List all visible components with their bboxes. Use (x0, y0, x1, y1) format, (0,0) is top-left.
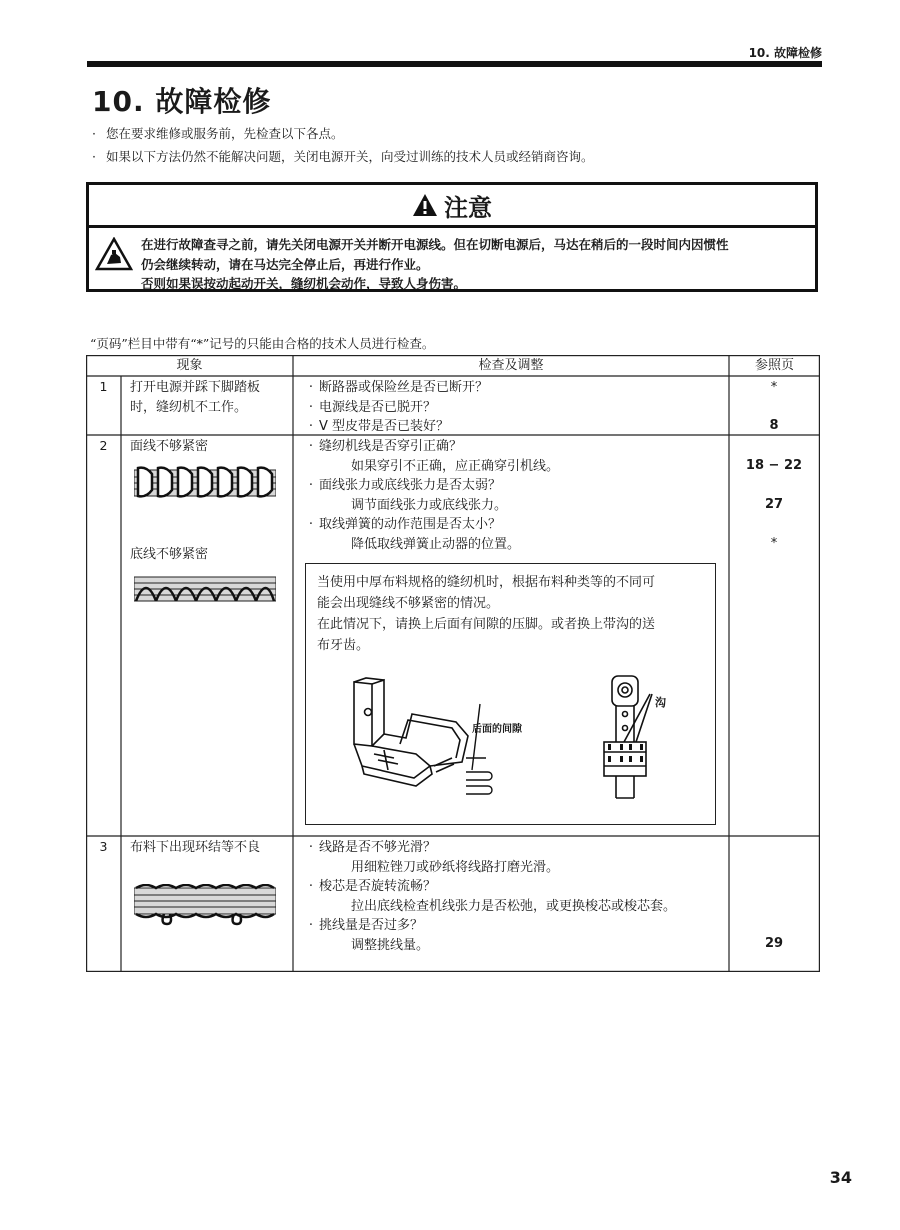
loose-lower-thread-illustration (134, 574, 276, 604)
feed-dog-illustration (596, 672, 676, 802)
loose-upper-thread-illustration (134, 466, 276, 500)
page-number: 34 (829, 1168, 852, 1187)
row2-action-1: 如果穿引不正确，应正确穿引机线。 (351, 458, 560, 474)
intro-text-2: 如果以下方法仍然不能解决问题，关闭电源开关，向受过训练的技术人员或经销商咨询。 (106, 149, 594, 164)
caution-header (89, 185, 815, 228)
caution-body (141, 235, 809, 294)
row2-symptom-top: 面线不够紧密 (130, 439, 209, 454)
intro-line-2: · 如果以下方法仍然不能解决问题，关闭电源开关，向受过训练的技术人员或经销商咨询。 (92, 149, 594, 164)
row2-check-2: · 面线张力或底线张力是否太弱？ (308, 478, 502, 493)
hand-caution-icon (95, 237, 133, 271)
row2-ref-3: * (770, 536, 778, 551)
row2-note-box (305, 563, 716, 825)
warning-triangle-icon (412, 193, 438, 217)
note-line-1: 当使用中厚布料规格的缝纫机时，根据布料种类等的不同可 (317, 575, 656, 590)
row2-ref-1: 18 − 22 (745, 458, 803, 473)
intro-text-1: 您在要求维修或服务前，先检查以下各点。 (106, 126, 344, 141)
caution-line-1: 在进行故障查寻之前，请先关闭电源开关并断开电源线。但在切断电源后，马达在稍后的一段时间内因惯性 (141, 237, 729, 252)
asterisk-note: “页码”栏目中带有“*”记号的只能由合格的技术人员进行检查。 (90, 336, 435, 351)
row1-symptom-line2: 时，缝纫机不工作。 (130, 399, 248, 415)
row2-ref-2: 27 (764, 497, 784, 512)
header-check-adjust: 检查及调整 (478, 358, 544, 373)
row1-number: 1 (99, 379, 108, 394)
row1-checks (303, 378, 488, 437)
thread-loop-illustration (134, 884, 276, 926)
row1-check-1: · 断路器或保险丝是否已断开？ (308, 380, 489, 395)
presser-foot-illustration (344, 674, 524, 814)
header-rule (87, 61, 822, 67)
note-line-2: 能会出现缝线不够紧密的情况。 (317, 596, 500, 611)
label-groove: 沟 (655, 696, 666, 709)
caution-title: 注意 (444, 193, 492, 222)
row3-number: 3 (99, 839, 108, 854)
header-reference-page: 参照页 (754, 358, 794, 373)
row1-symptom-line1: 打开电源并踩下脚踏板 (130, 380, 261, 395)
row1-ref-1: * (770, 380, 778, 395)
label-rear-gap: 后面的间隙 (472, 724, 522, 735)
row1-check-2: · 电源线是否已脱开？ (308, 399, 437, 415)
row2-checks (303, 437, 559, 554)
row3-action-2: 拉出底线检查机线张力是否松弛，或更换梭芯或梭芯套。 (351, 898, 677, 914)
caution-line-2: 仍会继续转动，请在马达完全停止后，再进行作业。 (141, 256, 429, 272)
row3-check-1: · 线路是否不够光滑？ (308, 840, 437, 855)
caution-line-3: 否则如果误按动起动开关，缝纫机会动作，导致人身伤害。 (141, 276, 467, 291)
row3-action-3: 调整挑线量。 (351, 937, 430, 953)
running-header: 10. 故障检修 (748, 46, 822, 60)
row1-ref-2: 8 (769, 418, 779, 433)
chapter-title: 10. 故障检修 (92, 85, 272, 118)
row2-number: 2 (99, 438, 108, 453)
row3-checks (303, 838, 676, 955)
row2-note-text (317, 572, 655, 656)
row2-action-3: 降低取线弹簧止动器的位置。 (351, 536, 521, 552)
row3-ref-1: 29 (764, 936, 784, 951)
row1-symptom (130, 378, 260, 417)
row2-check-1: · 缝纫机线是否穿引正确？ (308, 439, 463, 454)
intro-line-1: · 您在要求维修或服务前，先检查以下各点。 (92, 126, 344, 141)
row1-check-3: · V 型皮带是否已装好？ (308, 419, 450, 434)
row2-symptom-bottom: 底线不够紧密 (130, 547, 209, 562)
row3-check-3: · 挑线量是否过多？ (308, 918, 424, 933)
row3-check-2: · 梭芯是否旋转流畅？ (308, 879, 437, 894)
row3-action-1: 用细粒锉刀或砂纸将线路打磨光滑。 (351, 859, 560, 875)
header-symptom: 现象 (176, 358, 203, 373)
row3-symptom: 布料下出现环结等不良 (130, 840, 261, 855)
row2-action-2: 调节面线张力或底线张力。 (351, 497, 508, 513)
note-line-3: 在此情况下，请换上后面有间隙的压脚。或者换上带沟的送 (317, 617, 656, 632)
note-line-4: 布牙齿。 (317, 638, 370, 653)
caution-box (86, 182, 818, 292)
row2-check-3: · 取线弹簧的动作范围是否太小？ (308, 517, 502, 532)
